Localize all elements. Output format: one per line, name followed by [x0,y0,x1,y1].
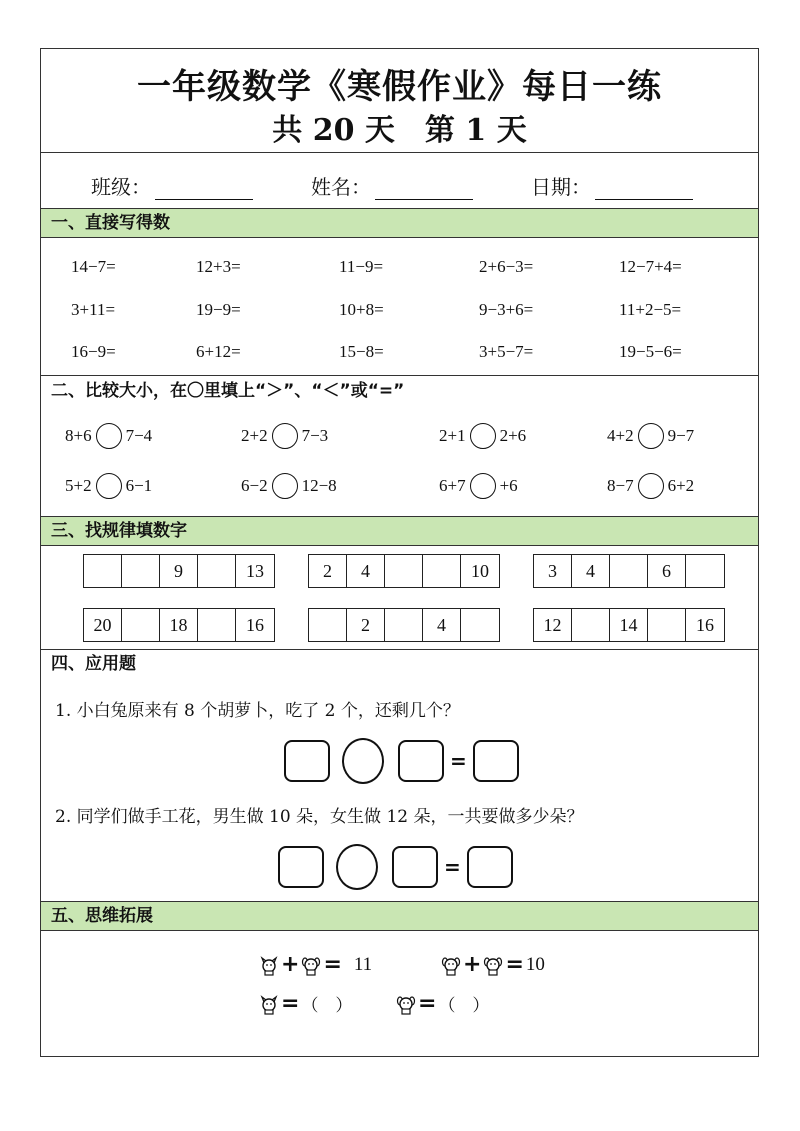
answer-blank[interactable]: （ ） [438,996,490,1015]
pattern-cell[interactable] [686,555,724,587]
calc-item[interactable]: 11−9= [339,257,384,276]
pattern-grid [83,554,275,588]
pattern-cell[interactable]: 10 [471,560,489,581]
pattern-cell[interactable]: 9 [160,555,198,587]
title-block [41,49,758,153]
pattern-cell[interactable]: 4 [423,609,461,641]
page-title: 一年级数学《寒假作业》每日一练 [137,67,662,107]
dog-icon [483,954,503,976]
compare-item: 6−2 12−8 [241,473,337,499]
pattern-cell[interactable]: 14 [610,609,648,641]
compare-item: 2+1 2+6 [439,423,526,449]
answer-circle[interactable] [470,423,496,449]
page-subtitle: 共 20 天 第 1 天 [272,113,527,148]
cat-icon [259,993,279,1015]
section-2-header: 二、比较大小，在〇里填上“＞”、“＜”或“=” [41,377,758,407]
student-info-row [41,153,758,208]
problem-1-answer-row [284,738,519,784]
date-label: 日期： [531,175,591,199]
problem-2-answer-row [278,844,513,890]
compare-item: 6+7 +6 [439,473,518,499]
section-divider [41,375,758,376]
pattern-grid [308,554,500,588]
name-field[interactable] [311,171,473,200]
puzzle-equation-2 [441,952,545,977]
pattern-cell[interactable] [198,609,236,641]
section-5-header: 五、思维拓展 [41,901,758,931]
answer-circle[interactable] [272,423,298,449]
class-field[interactable] [91,171,253,200]
date-blank[interactable] [595,178,693,200]
pattern-cell[interactable]: 20 [84,609,122,641]
compare-item: 2+2 7−3 [241,423,328,449]
pattern-cell[interactable] [122,609,160,641]
calc-item[interactable]: 2+6−3= [479,257,534,276]
answer-circle[interactable] [638,473,664,499]
pattern-cell[interactable] [461,609,499,641]
cat-icon [259,954,279,976]
pattern-cell[interactable]: 13 [246,560,264,581]
equals-sign: = [323,952,342,977]
compare-item: 5+2 6−1 [65,473,152,499]
calc-item[interactable]: 12−7+4= [619,257,682,276]
pattern-cell[interactable] [572,609,610,641]
pattern-cell[interactable] [84,555,122,587]
section-4-header: 四、应用题 [41,650,758,680]
dog-icon [441,954,461,976]
problem-2-text: 2. 同学们做手工花，男生做 10 朵，女生做 12 朵，一共要做多少朵？ [55,807,584,827]
pattern-grid [83,608,275,642]
puzzle-answer-2 [396,991,489,1016]
answer-circle[interactable] [470,473,496,499]
pattern-cell[interactable]: 18 [160,609,198,641]
answer-box[interactable] [278,846,324,888]
puzzle-equation-1 [259,952,372,977]
pattern-grid [533,608,725,642]
dog-icon [301,954,321,976]
calc-item[interactable]: 9−3+6= [479,300,534,319]
pattern-cell[interactable]: 2 [347,609,385,641]
worksheet [40,48,759,1057]
answer-circle[interactable] [272,473,298,499]
pattern-cell[interactable] [198,555,236,587]
puzzle-2-result: 10 [525,953,545,975]
pattern-cell[interactable]: 12 [534,609,572,641]
section-1-header: 一、直接写得数 [41,208,758,238]
pattern-cell[interactable] [385,555,423,587]
pattern-cell[interactable] [385,609,423,641]
pattern-cell[interactable]: 16 [246,614,264,635]
operator-circle[interactable] [336,844,378,890]
pattern-cell[interactable]: 4 [572,555,610,587]
calc-item[interactable]: 16−9= [71,342,116,361]
answer-circle[interactable] [96,423,122,449]
calc-item[interactable]: 10+8= [339,300,384,319]
plus-sign: + [281,952,300,977]
answer-blank[interactable]: （ ） [301,996,353,1015]
equals-sign: = [444,855,461,879]
equals-sign: = [281,991,300,1016]
calc-item[interactable]: 19−9= [196,300,241,319]
pattern-cell[interactable]: 4 [347,555,385,587]
pattern-cell[interactable] [309,609,347,641]
answer-box[interactable] [392,846,438,888]
pattern-grid [533,554,725,588]
pattern-cell[interactable]: 6 [648,555,686,587]
calc-item[interactable]: 3+5−7= [479,342,534,361]
result-box[interactable] [467,846,513,888]
calc-item[interactable]: 19−5−6= [619,342,682,361]
compare-item: 4+2 9−7 [607,423,694,449]
compare-item: 8−7 6+2 [607,473,694,499]
dog-icon [396,993,416,1015]
date-field[interactable] [531,171,693,200]
pattern-cell[interactable] [122,555,160,587]
result-box[interactable] [473,740,519,782]
answer-circle[interactable] [96,473,122,499]
answer-circle[interactable] [638,423,664,449]
plus-sign: + [463,952,482,977]
equals-sign: = [450,749,467,773]
puzzle-answer-1 [259,991,352,1016]
class-blank[interactable] [155,178,253,200]
class-label: 班级： [91,175,151,199]
pattern-cell[interactable] [423,555,461,587]
problem-1-text: 1. 小白兔原来有 8 个胡萝卜，吃了 2 个，还剩几个？ [55,701,460,721]
pattern-cell[interactable] [648,609,686,641]
compare-item: 8+6 7−4 [65,423,152,449]
calc-item[interactable]: 14−7= [71,257,116,276]
calc-item[interactable]: 3+11= [71,300,116,319]
equals-sign: = [418,991,437,1016]
pattern-cell[interactable]: 2 [309,555,347,587]
calc-item[interactable]: 12+3= [196,257,241,276]
pattern-grid [308,608,500,642]
section-3-header: 三、找规律填数字 [41,516,758,546]
answer-box[interactable] [398,740,444,782]
name-blank[interactable] [375,178,473,200]
pattern-cell[interactable]: 3 [534,555,572,587]
calc-item[interactable]: 6+12= [196,342,241,361]
calc-item[interactable]: 15−8= [339,342,384,361]
answer-box[interactable] [284,740,330,782]
puzzle-1-result: 11 [353,953,373,975]
equals-sign: = [505,952,524,977]
calc-item[interactable]: 11+2−5= [619,300,682,319]
name-label: 姓名： [311,175,371,199]
pattern-cell[interactable] [610,555,648,587]
operator-circle[interactable] [342,738,384,784]
pattern-cell[interactable]: 16 [696,614,714,635]
